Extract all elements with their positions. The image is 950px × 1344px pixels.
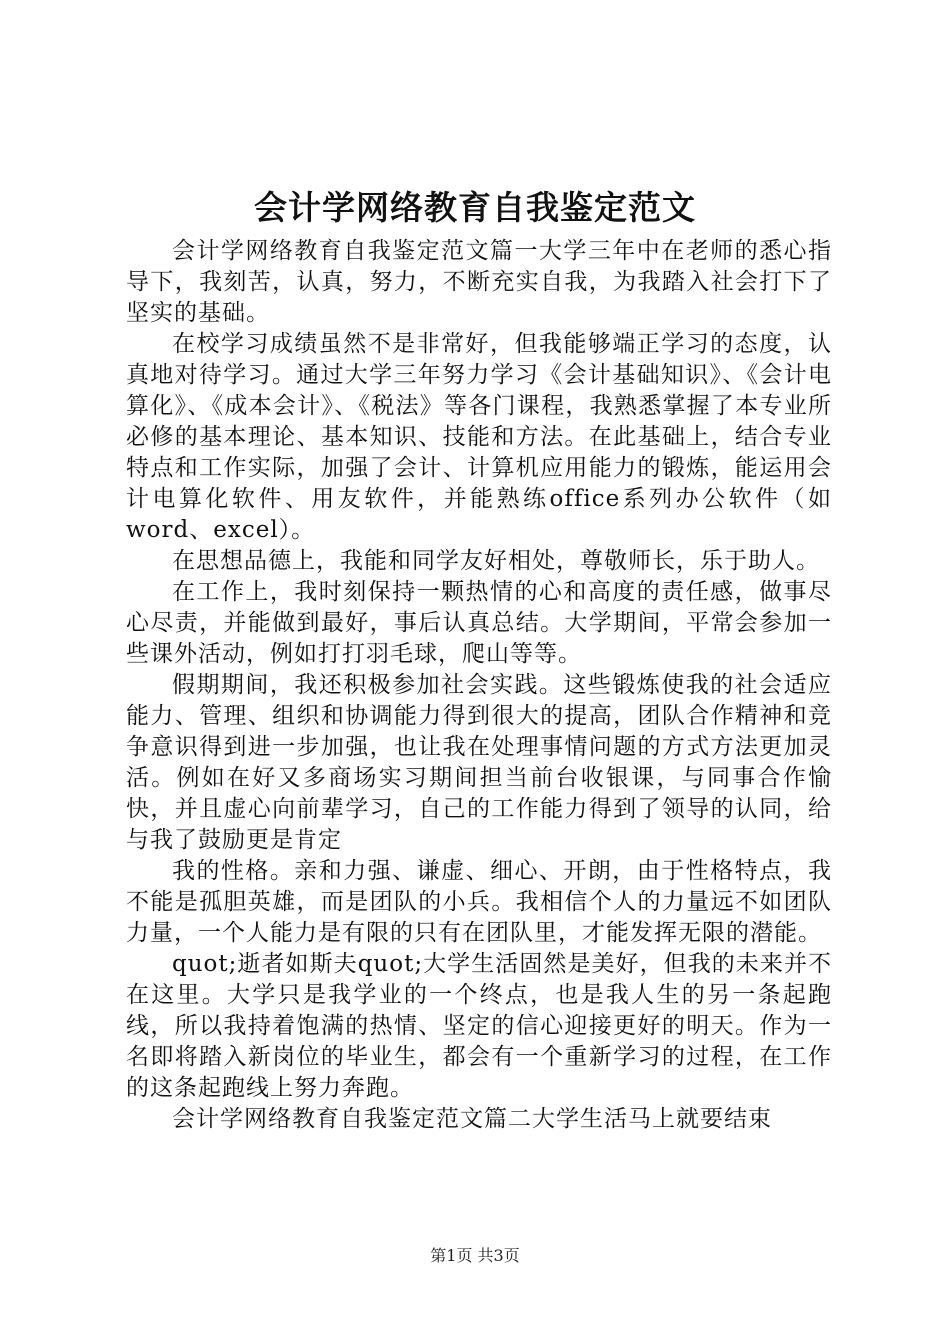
page-footer xyxy=(0,1244,950,1268)
page-indicator: 第1页 共3页 xyxy=(430,1246,520,1265)
paragraph-6: 我的性格。亲和力强、谦虚、细心、开朗，由于性格特点，我不能是孤胆英雄，而是团队的小兵。我相信个人的力量远不如团队力量，一个人能力是有限的只有在团队里，才能发挥无限的潜能。 xyxy=(126,858,832,946)
paragraph-5: 假期期间，我还积极参加社会实践。这些锻炼使我的社会适应能力、管理、组织和协调能力得到很大的提高，团队合作精神和竞争意识得到进一步加强，也让我在处理事情问题的方式方法更加灵活。例如在好又多商场实习期间担当前台收银课，与同事合作愉快，并且虚心向前辈学习，自己的工作能力得到了领导的认同，给与我了鼓励更是肯定 xyxy=(126,672,832,853)
paragraph-2: 在校学习成绩虽然不是非常好，但我能够端正学习的态度，认真地对待学习。通过大学三年努力学习《会计基础知识》、《会计电算化》、《成本会计》、《税法》等各门课程，我熟悉掌握了本专业所必修的基本理论、基本知识、技能和方法。在此基础上，结合专业特点和工作实际，加强了会计、计算机应用能力的锻炼，能运用会计电算化软件、用友软件，并能熟练office系列办公软件（如word、excel）。 xyxy=(126,331,832,543)
document-title: 会计学网络教育自我鉴定范文 xyxy=(254,188,696,227)
paragraph-7: quot;逝者如斯夫quot;大学生活固然是美好，但我的未来并不在这里。大学只是我学业的一个终点，也是我人生的另一条起跑线，所以我持着饱满的热情、坚定的信心迎接更好的明天。作为一名即将踏入新岗位的毕业生，都会有一个重新学习的过程，在工作的这条起跑线上努力奔跑。 xyxy=(126,951,832,1101)
paragraph-4: 在工作上，我时刻保持一颗热情的心和高度的责任感，做事尽心尽责，并能做到最好，事后认真总结。大学期间，平常会参加一些课外活动，例如打打羽毛球，爬山等等。 xyxy=(126,579,832,667)
paragraph-1: 会计学网络教育自我鉴定范文篇一大学三年中在老师的悉心指导下，我刻苦，认真，努力，不断充实自我，为我踏入社会打下了坚实的基础。 xyxy=(126,238,832,326)
paragraph-8: 会计学网络教育自我鉴定范文篇二大学生活马上就要结束 xyxy=(172,1106,772,1132)
paragraph-3: 在思想品德上，我能和同学友好相处，尊敬师长，乐于助人。 xyxy=(172,548,820,574)
document-body xyxy=(126,236,832,1135)
